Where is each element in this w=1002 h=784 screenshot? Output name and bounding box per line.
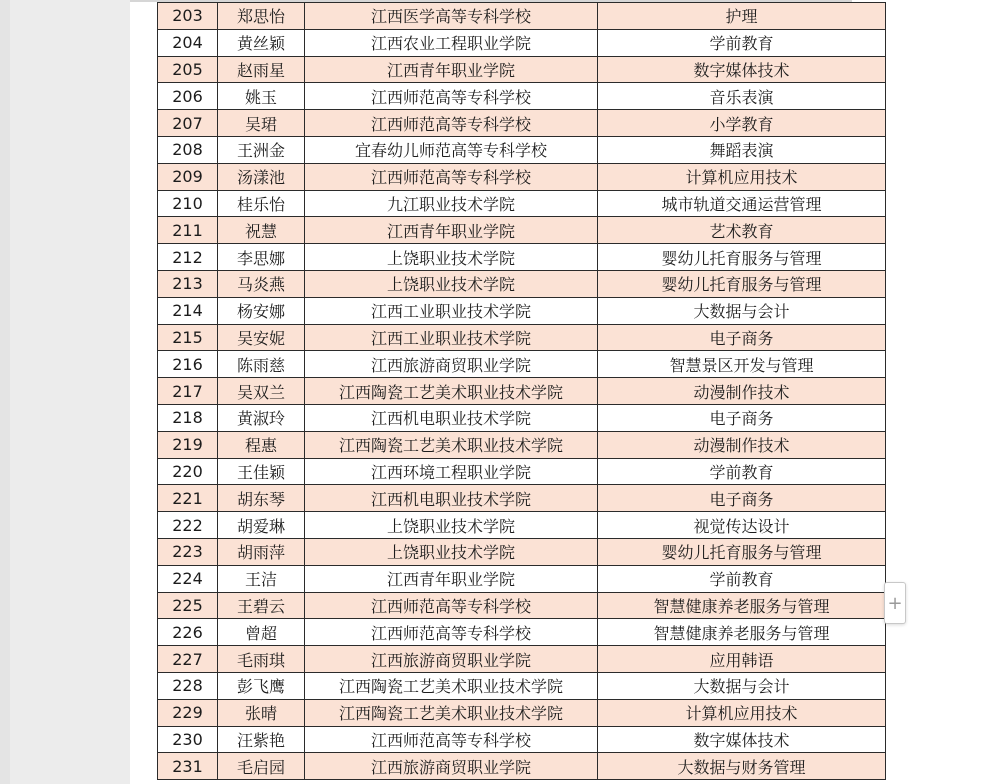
name-cell[interactable]: 黄丝颖: [218, 29, 305, 56]
major-cell[interactable]: 数字媒体技术: [598, 726, 886, 753]
school-cell[interactable]: 江西师范高等专科学校: [305, 726, 598, 753]
major-cell[interactable]: 大数据与会计: [598, 672, 886, 699]
table-row: [158, 485, 886, 512]
major-cell[interactable]: 数字媒体技术: [598, 56, 886, 83]
table-row: [158, 431, 886, 458]
name-cell[interactable]: 王碧云: [218, 592, 305, 619]
serial-number-cell[interactable]: 225: [158, 592, 218, 619]
major-cell[interactable]: 婴幼儿托育服务与管理: [598, 244, 886, 271]
name-cell[interactable]: 王洁: [218, 565, 305, 592]
school-cell[interactable]: 上饶职业技术学院: [305, 538, 598, 565]
school-cell[interactable]: 江西陶瓷工艺美术职业技术学院: [305, 378, 598, 405]
name-cell[interactable]: 杨安娜: [218, 297, 305, 324]
school-cell[interactable]: 江西青年职业学院: [305, 56, 598, 83]
school-cell[interactable]: 宜春幼儿师范高等专科学校: [305, 136, 598, 163]
major-cell[interactable]: 视觉传达设计: [598, 512, 886, 539]
serial-number-cell[interactable]: 220: [158, 458, 218, 485]
name-cell[interactable]: 吴安妮: [218, 324, 305, 351]
major-cell[interactable]: 智慧景区开发与管理: [598, 351, 886, 378]
serial-number-cell[interactable]: 217: [158, 378, 218, 405]
name-cell[interactable]: 张晴: [218, 699, 305, 726]
table-row: [158, 512, 886, 539]
school-cell[interactable]: 江西师范高等专科学校: [305, 592, 598, 619]
school-cell[interactable]: 江西工业职业技术学院: [305, 297, 598, 324]
name-cell[interactable]: 姚玉: [218, 83, 305, 110]
school-cell[interactable]: 江西师范高等专科学校: [305, 619, 598, 646]
table-row: [158, 619, 886, 646]
table-row: [158, 56, 886, 83]
table-row: [158, 29, 886, 56]
table-row: [158, 190, 886, 217]
school-cell[interactable]: 江西环境工程职业学院: [305, 458, 598, 485]
table-row: [158, 351, 886, 378]
student-roster-table: [157, 2, 886, 780]
school-cell[interactable]: 江西师范高等专科学校: [305, 83, 598, 110]
school-cell[interactable]: 江西旅游商贸职业学院: [305, 753, 598, 780]
serial-number-cell[interactable]: 205: [158, 56, 218, 83]
serial-number-cell[interactable]: 231: [158, 753, 218, 780]
document-page: [130, 0, 1002, 784]
major-cell[interactable]: 婴幼儿托育服务与管理: [598, 270, 886, 297]
serial-number-cell[interactable]: 228: [158, 672, 218, 699]
serial-number-cell[interactable]: 227: [158, 646, 218, 673]
major-cell[interactable]: 舞蹈表演: [598, 136, 886, 163]
table-row: [158, 565, 886, 592]
name-cell[interactable]: 汪紫艳: [218, 726, 305, 753]
name-cell[interactable]: 胡爱琳: [218, 512, 305, 539]
name-cell[interactable]: 王洲金: [218, 136, 305, 163]
table-row: [158, 699, 886, 726]
add-row-button[interactable]: [884, 582, 906, 624]
school-cell[interactable]: 江西师范高等专科学校: [305, 110, 598, 137]
serial-number-cell[interactable]: 216: [158, 351, 218, 378]
major-cell[interactable]: 城市轨道交通运营管理: [598, 190, 886, 217]
major-cell[interactable]: 艺术教育: [598, 217, 886, 244]
serial-number-cell[interactable]: 230: [158, 726, 218, 753]
name-cell[interactable]: 胡雨萍: [218, 538, 305, 565]
name-cell[interactable]: 马炎燕: [218, 270, 305, 297]
major-cell[interactable]: 学前教育: [598, 458, 886, 485]
table-row: [158, 753, 886, 780]
major-cell[interactable]: 动漫制作技术: [598, 378, 886, 405]
school-cell[interactable]: 江西青年职业学院: [305, 565, 598, 592]
serial-number-cell[interactable]: 224: [158, 565, 218, 592]
name-cell[interactable]: 祝慧: [218, 217, 305, 244]
name-cell[interactable]: 吴双兰: [218, 378, 305, 405]
school-cell[interactable]: 江西旅游商贸职业学院: [305, 646, 598, 673]
school-cell[interactable]: 江西机电职业技术学院: [305, 404, 598, 431]
major-cell[interactable]: 动漫制作技术: [598, 431, 886, 458]
serial-number-cell[interactable]: 208: [158, 136, 218, 163]
major-cell[interactable]: 应用韩语: [598, 646, 886, 673]
school-cell[interactable]: 江西青年职业学院: [305, 217, 598, 244]
serial-number-cell[interactable]: 214: [158, 297, 218, 324]
name-cell[interactable]: 汤漾池: [218, 163, 305, 190]
name-cell[interactable]: 毛启园: [218, 753, 305, 780]
school-cell[interactable]: 上饶职业技术学院: [305, 270, 598, 297]
major-cell[interactable]: 婴幼儿托育服务与管理: [598, 538, 886, 565]
serial-number-cell[interactable]: 229: [158, 699, 218, 726]
school-cell[interactable]: 江西师范高等专科学校: [305, 163, 598, 190]
table-row: [158, 244, 886, 271]
serial-number-cell[interactable]: 204: [158, 29, 218, 56]
school-cell[interactable]: 江西陶瓷工艺美术职业技术学院: [305, 672, 598, 699]
serial-number-cell[interactable]: 219: [158, 431, 218, 458]
table-row: [158, 458, 886, 485]
major-cell[interactable]: 电子商务: [598, 485, 886, 512]
name-cell[interactable]: 曾超: [218, 619, 305, 646]
school-cell[interactable]: 江西陶瓷工艺美术职业技术学院: [305, 699, 598, 726]
serial-number-cell[interactable]: 222: [158, 512, 218, 539]
serial-number-cell[interactable]: 210: [158, 190, 218, 217]
table-row: [158, 404, 886, 431]
page-top-edge: [130, 0, 852, 2]
major-cell[interactable]: 电子商务: [598, 404, 886, 431]
school-cell[interactable]: 江西机电职业技术学院: [305, 485, 598, 512]
name-cell[interactable]: 陈雨慈: [218, 351, 305, 378]
major-cell[interactable]: 智慧健康养老服务与管理: [598, 619, 886, 646]
major-cell[interactable]: 大数据与财务管理: [598, 753, 886, 780]
table-row: [158, 110, 886, 137]
table-row: [158, 592, 886, 619]
serial-number-cell[interactable]: 213: [158, 270, 218, 297]
school-cell[interactable]: 江西旅游商贸职业学院: [305, 351, 598, 378]
major-cell[interactable]: 学前教育: [598, 29, 886, 56]
plus-icon: +: [887, 592, 903, 614]
school-cell[interactable]: 江西农业工程职业学院: [305, 29, 598, 56]
serial-number-cell[interactable]: 206: [158, 83, 218, 110]
name-cell[interactable]: 李思娜: [218, 244, 305, 271]
major-cell[interactable]: 计算机应用技术: [598, 163, 886, 190]
table-row: [158, 163, 886, 190]
serial-number-cell[interactable]: 223: [158, 538, 218, 565]
school-cell[interactable]: 江西医学高等专科学校: [305, 3, 598, 30]
name-cell[interactable]: 程惠: [218, 431, 305, 458]
school-cell[interactable]: 上饶职业技术学院: [305, 244, 598, 271]
name-cell[interactable]: 胡东琴: [218, 485, 305, 512]
table-row: [158, 378, 886, 405]
serial-number-cell[interactable]: 218: [158, 404, 218, 431]
serial-number-cell[interactable]: 221: [158, 485, 218, 512]
school-cell[interactable]: 上饶职业技术学院: [305, 512, 598, 539]
major-cell[interactable]: 学前教育: [598, 565, 886, 592]
table-row: [158, 83, 886, 110]
left-gutter: [0, 0, 10, 784]
table-row: [158, 324, 886, 351]
serial-number-cell[interactable]: 209: [158, 163, 218, 190]
table-row: [158, 538, 886, 565]
school-cell[interactable]: 九江职业技术学院: [305, 190, 598, 217]
table-row: [158, 217, 886, 244]
table-row: [158, 270, 886, 297]
serial-number-cell[interactable]: 215: [158, 324, 218, 351]
name-cell[interactable]: 彭飞鹰: [218, 672, 305, 699]
major-cell[interactable]: 电子商务: [598, 324, 886, 351]
major-cell[interactable]: 音乐表演: [598, 83, 886, 110]
name-cell[interactable]: 毛雨琪: [218, 646, 305, 673]
table-row: [158, 3, 886, 30]
major-cell[interactable]: 小学教育: [598, 110, 886, 137]
serial-number-cell[interactable]: 207: [158, 110, 218, 137]
table-row: [158, 297, 886, 324]
name-cell[interactable]: 黄淑玲: [218, 404, 305, 431]
table-row: [158, 726, 886, 753]
name-cell[interactable]: 郑思怡: [218, 3, 305, 30]
name-cell[interactable]: 王佳颖: [218, 458, 305, 485]
major-cell[interactable]: 计算机应用技术: [598, 699, 886, 726]
major-cell[interactable]: 大数据与会计: [598, 297, 886, 324]
name-cell[interactable]: 赵雨星: [218, 56, 305, 83]
serial-number-cell[interactable]: 226: [158, 619, 218, 646]
school-cell[interactable]: 江西工业职业技术学院: [305, 324, 598, 351]
name-cell[interactable]: 吴珺: [218, 110, 305, 137]
school-cell[interactable]: 江西陶瓷工艺美术职业技术学院: [305, 431, 598, 458]
serial-number-cell[interactable]: 203: [158, 3, 218, 30]
major-cell[interactable]: 智慧健康养老服务与管理: [598, 592, 886, 619]
table-row: [158, 646, 886, 673]
roster-table-body: [158, 3, 886, 780]
serial-number-cell[interactable]: 211: [158, 217, 218, 244]
serial-number-cell[interactable]: 212: [158, 244, 218, 271]
name-cell[interactable]: 桂乐怡: [218, 190, 305, 217]
table-row: [158, 136, 886, 163]
table-row: [158, 672, 886, 699]
major-cell[interactable]: 护理: [598, 3, 886, 30]
